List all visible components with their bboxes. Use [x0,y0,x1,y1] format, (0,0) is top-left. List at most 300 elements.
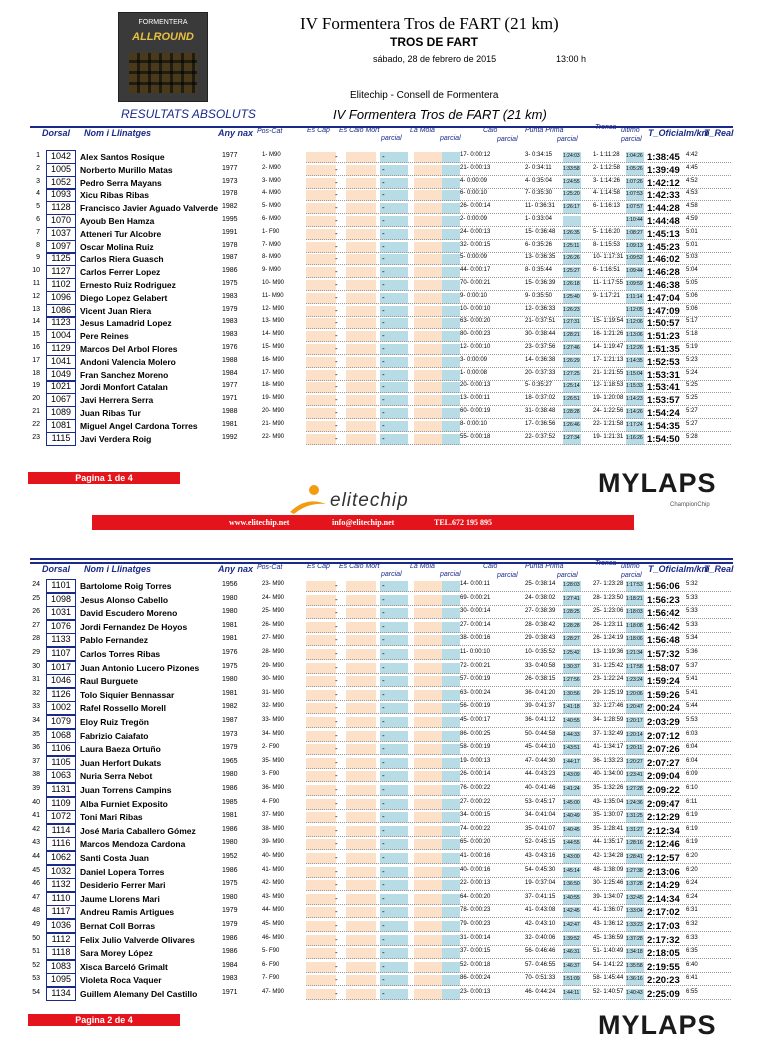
pace-per-km: 5:36 [686,649,698,655]
official-time: 1:56:23 [647,594,680,606]
tronca-split: 39- 1:34:07 [593,893,624,900]
results-label: RESULTATS ABSOLUTS [121,107,256,121]
calo-split: 20- 0:00:13 [460,382,491,389]
pace-per-km: 5:18 [686,331,698,338]
birth-year: 1973 [222,177,238,185]
position-category: 41- M90 [262,866,285,873]
row-number: 35 [32,730,40,738]
punta-prima-split: 36- 0:41:12 [525,717,556,723]
dorsal-number: 1115 [46,432,76,446]
tronca-split: 44- 1:35:17 [593,839,624,846]
hyphen-1: - [335,866,338,876]
birth-year: 1986 [222,934,238,942]
runner-name: Felix Julio Valverde Olivares [80,934,195,945]
hyphen-2: - [382,356,385,366]
birth-year: 1982 [222,703,238,711]
dorsal-number: 1129 [46,342,76,356]
logo-bottom-text: ALLROUND [132,31,194,43]
hyphen-1: - [335,975,338,985]
birth-year: 1981 [222,420,238,428]
birth-year: 1976 [222,344,238,351]
dorsal-number: 1105 [46,756,76,770]
dorsal-number: 1086 [46,304,76,318]
tronca-split: 14- 1:19:47 [593,344,624,350]
runner-name: Pedro Serra Mayans [80,177,162,188]
position-category: 28- M90 [262,649,285,655]
ultimo-parcial: 1:37:28 [626,881,643,888]
official-time: 1:46:02 [647,254,680,266]
official-time: 1:56:42 [647,608,680,620]
punta-prima-split: 46- 0:44:24 [525,989,556,995]
row-leader [306,877,731,878]
birth-year: 1976 [222,649,238,656]
hyphen-1: - [335,203,338,213]
table-row [30,934,735,947]
header-dorsal: Dorsal [42,564,71,574]
tronca-split: 21- 1:21:55 [593,369,624,376]
official-time: 1:51:23 [647,331,680,343]
position-category: 14- M90 [262,331,285,338]
runner-name: Laura Baeza Ortuño [80,744,161,755]
header-any: Any nax [218,564,254,574]
dorsal-number: 1093 [46,188,76,202]
punta-prima-split: 8- 0:35:44 [525,267,553,274]
tronca-split: 27- 1:23:28 [593,581,624,587]
row-number: 39 [32,785,40,792]
punta-prima-split: 18- 0:37:02 [525,395,556,402]
hyphen-1: - [335,331,338,341]
parcial-value: 1:43:00 [563,854,580,860]
hyphen-2: - [382,344,385,353]
parcial-value: 1:28:21 [563,332,580,339]
header-calomort: Es Calo Mort [339,563,380,570]
official-time: 2:18:05 [647,948,680,960]
punta-prima-split: 39- 0:41:37 [525,703,556,710]
hyphen-1: - [335,228,338,238]
row-leader [306,659,731,660]
punta-prima-split: 6- 0:35:26 [525,241,553,248]
ultimo-parcial: 1:20:06 [626,690,643,697]
hyphen-1: - [335,853,338,862]
punta-prima-split: 19- 0:37:04 [525,880,556,887]
parcial-value: 1:27:56 [563,677,580,684]
position-category: 15- M90 [262,344,285,350]
calo-split: 4- 0:00:09 [460,177,488,184]
table-row [30,580,735,593]
punta-prima-split: 22- 0:37:52 [525,433,556,440]
hyphen-1: - [335,785,338,794]
parcial-value: 1:36:50 [563,881,580,888]
calo-split: 19- 0:00:13 [460,757,491,764]
parcial-value: 1:44:17 [563,758,580,765]
runner-name: Carlos Torres Ribas [80,649,161,659]
birth-year: 1982 [222,203,238,211]
row-leader [306,741,731,742]
calo-split: 74- 0:00:22 [460,825,491,832]
tronca-split: 4- 1:14:58 [593,190,621,197]
hyphen-1: - [335,921,338,930]
official-time: 1:46:28 [647,267,680,279]
header-pos: Pos-Cat [257,564,283,571]
ultimo-parcial: 1:33:23 [626,922,643,928]
hyphen-1: - [335,382,338,392]
header-parcial4: parcial [557,136,578,143]
row-leader [306,768,731,769]
birth-year: 1978 [222,190,238,198]
hyphen-2: - [382,703,385,713]
official-time: 1:39:49 [647,164,680,176]
parcial-value: 1:41:24 [563,786,580,792]
pace-per-km: 6:41 [686,975,698,982]
pace-per-km: 4:53 [686,190,698,197]
header-parcial3: parcial [497,572,518,579]
ultimo-parcial: 1:36:16 [626,976,643,983]
row-number: 20 [32,395,40,403]
punta-prima-split: 10- 0:35:52 [525,649,556,655]
dorsal-number: 1042 [46,150,76,164]
parcial-value: 1:39:52 [563,935,580,942]
table-row [30,292,735,305]
hyphen-1: - [335,581,338,590]
dorsal-number: 1067 [46,393,76,407]
ultimo-parcial: 1:18:03 [626,609,643,616]
ultimo-parcial: 1:14:35 [626,357,643,364]
birth-year: 1986 [222,866,238,874]
tronca-split: 16- 1:21:26 [593,331,624,338]
row-number: 5 [36,203,40,211]
dorsal-number: 1083 [46,960,76,974]
runner-name: Nuria Serra Nebot [80,771,153,782]
hyphen-2: - [382,331,385,341]
punta-prima-split: 47- 0:44:30 [525,757,556,764]
calo-split: 45- 0:00:17 [460,717,491,723]
birth-year: 1978 [222,241,238,249]
birth-year: 1980 [222,771,238,779]
birth-year: 1988 [222,356,238,364]
header-ultimo: ultimo [621,563,640,570]
official-time: 1:56:48 [647,635,680,647]
position-category: 37- M90 [262,812,285,819]
hyphen-1: - [335,305,338,315]
punta-prima-split: 33- 0:40:58 [525,662,556,669]
runner-name: Jesus Lamadrid Lopez [80,318,172,329]
ultimo-parcial: 1:15:04 [626,370,643,377]
hyphen-2: - [382,280,385,289]
parcial-value: 1:45:14 [563,867,580,874]
runner-name: Alex Santos Rosique [80,152,165,162]
parcial-value: 1:27:31 [563,319,580,326]
punta-prima-split: 50- 0:44:58 [525,730,556,737]
hyphen-2: - [382,228,385,238]
hyphen-1: - [335,676,338,686]
hyphen-2: - [382,989,385,998]
calo-split: 3- 0:00:09 [460,356,488,363]
row-number: 34 [32,717,40,724]
runner-name: Guillem Alemany Del Castillo [80,989,198,999]
table-row [30,594,735,607]
birth-year: 1981 [222,812,238,820]
birth-year: 1985 [222,798,238,806]
parcial-value: 1:24:03 [563,153,580,159]
row-leader [306,985,731,986]
runner-name: Marcos Del Arbol Flores [80,344,178,354]
header-tronca: Tronca [595,560,617,567]
ultimo-parcial: 1:16:26 [626,434,643,441]
tronca-split: 26- 1:23:11 [593,621,623,628]
tronca-split: 42- 1:34:28 [593,853,624,859]
calo-split: 22- 0:00:13 [460,880,491,887]
hyphen-2: - [382,292,385,302]
table-row [30,852,735,865]
hyphen-1: - [335,771,338,781]
ultimo-parcial: 1:04:26 [626,153,643,159]
birth-year: 1991 [222,228,238,236]
official-time: 2:12:57 [647,853,680,864]
row-leader [306,754,731,755]
dorsal-number: 1079 [46,715,76,729]
header-toficial: T_Oficial [648,564,687,574]
position-category: 7- F90 [262,975,280,982]
hyphen-1: - [335,621,338,631]
contact-bar [92,515,634,530]
runner-name: Jesus Alonso Cabello [80,594,169,605]
parcial-value: 1:25:40 [563,293,580,300]
birth-year: 1975 [222,880,238,888]
hyphen-2: - [382,594,385,604]
calo-split: 27- 0:00:22 [460,798,491,805]
table-row [30,177,735,190]
official-time: 2:25:09 [647,989,680,1000]
runner-name: Juan Antonio Lucero Pizones [80,662,200,673]
hyphen-2: - [382,961,385,971]
punta-prima-split: 54- 0:45:30 [525,866,556,873]
dorsal-number: 1005 [46,163,76,177]
tronca-split: 52- 1:40:57 [593,989,624,995]
table-row [30,433,735,446]
runner-icon [288,482,328,516]
tronca-split: 10- 1:17:31 [593,254,624,261]
ultimo-parcial: 1:05:26 [626,165,643,172]
calo-split: 40- 0:00:16 [460,866,491,873]
tronca-split: 12- 1:18:53 [593,382,624,389]
calo-split: 6- 0:00:10 [460,190,488,197]
dorsal-number: 1095 [46,973,76,987]
dorsal-number: 1132 [46,878,76,892]
row-leader [306,917,731,918]
row-leader [306,822,731,823]
hyphen-1: - [335,689,338,699]
row-leader [306,591,731,592]
runner-name: Bernat Coll Borras [80,921,156,931]
position-category: 12- M90 [262,305,285,312]
table-row [30,784,735,797]
pace-per-km: 5:01 [686,228,698,235]
runner-name: Vicent Juan Riera [80,305,152,316]
parcial-value: 1:40:45 [563,826,580,833]
pace-per-km: 6:20 [686,853,698,859]
parcial-value: 1:27:34 [563,434,580,441]
table-row [30,866,735,879]
pace-per-km: 6:11 [686,798,698,805]
row-number: 23 [32,433,40,441]
position-category: 23- M90 [262,581,285,587]
table-row [30,988,735,1001]
calo-split: 65- 0:00:20 [460,839,491,846]
tronca-split: 26- 1:24:19 [593,635,624,642]
pace-per-km: 6:55 [686,989,698,995]
runner-name: Ayoub Ben Hamza [80,216,155,226]
row-number: 22 [32,420,40,428]
row-number: 17 [32,356,40,364]
position-category: 43- M90 [262,893,285,900]
hyphen-2: - [382,880,385,890]
runner-name: Andreu Ramis Artigues [80,907,175,918]
table-row [30,743,735,756]
calo-split: 26- 0:00:14 [460,771,491,778]
hyphen-2: - [382,177,385,187]
table-row [30,394,735,407]
dorsal-number: 1118 [46,946,76,960]
pace-per-km: 4:42 [686,152,698,158]
row-leader [306,781,731,782]
hyphen-2: - [382,825,385,835]
row-number: 14 [32,318,40,326]
official-time: 2:14:34 [647,893,680,905]
elitechip-logo [288,478,458,518]
tronca-split: 30- 1:25:46 [593,880,624,887]
row-leader [306,444,731,445]
parcial-value: 1:27:41 [563,595,580,602]
official-time: 1:54:50 [647,433,680,445]
punta-prima-split: 36- 0:41:20 [525,689,556,696]
header-parcial5: parcial [621,572,642,579]
pace-per-km: 4:59 [686,216,698,222]
tronca-split: 6- 1:16:51 [593,267,621,274]
row-leader [306,863,731,864]
ultimo-parcial: 1:18:06 [626,636,643,643]
pace-per-km: 6:33 [686,934,698,941]
website-link[interactable]: www.elitechip.net [229,518,290,527]
table-row [30,343,735,356]
row-leader [306,945,731,946]
row-number: 42 [32,825,40,833]
tronca-split: 43- 1:35:04 [593,798,624,805]
tronca-split: 19- 1:20:08 [593,395,624,402]
ultimo-parcial: 1:35:58 [626,962,643,969]
position-category: 2- F90 [262,744,280,751]
row-number: 45 [32,866,40,874]
row-number: 1 [36,152,40,159]
punta-prima-split: 42- 0:43:10 [525,921,556,927]
ultimo-parcial: 1:14:23 [626,396,643,403]
tronca-split: 58- 1:45:44 [593,975,624,982]
position-category: 1- F90 [262,228,280,235]
runner-name: Atteneri Tur Alcobre [80,228,162,239]
runner-name: Francisco Javier Aguado Valverde [80,203,219,214]
punta-prima-split: 29- 0:38:43 [525,635,556,642]
ultimo-parcial: 1:23:41 [626,772,643,779]
birth-year: 1987 [222,254,238,262]
row-number: 24 [32,581,40,588]
tronca-split: 32- 1:27:46 [593,703,624,710]
row-number: 13 [32,305,40,313]
dorsal-number: 1106 [46,742,76,756]
pace-per-km: 5:01 [686,241,698,248]
runner-name: Jordi Fernandez De Hoyos [80,621,188,632]
position-category: 8- M90 [262,254,281,261]
row-number: 15 [32,331,40,339]
official-time: 1:42:12 [647,177,680,189]
birth-year: 1983 [222,975,238,983]
pace-per-km: 6:24 [686,893,698,900]
ultimo-parcial: 1:09:13 [626,242,643,249]
row-number: 11 [32,280,40,287]
email-link[interactable]: info@elitechip.net [332,518,395,527]
pace-per-km: 5:41 [686,689,698,696]
row-number: 2 [36,164,40,172]
official-time: 1:44:48 [647,216,680,227]
parcial-value: 1:28:28 [563,622,580,629]
hyphen-1: - [335,608,338,618]
row-number: 30 [32,662,40,670]
header-ultimo: ultimo [621,127,640,134]
table-row [30,961,735,974]
official-time: 2:19:55 [647,961,680,973]
punta-prima-split: 24- 0:38:02 [525,594,556,601]
hyphen-2: - [382,757,385,767]
calo-split: 2- 0:00:09 [460,216,488,222]
ultimo-parcial: 1:31:25 [626,813,643,820]
tronca-split: 31- 1:25:42 [593,662,624,669]
runner-name: Alba Furniet Exposito [80,798,168,809]
position-category: 17- M90 [262,369,285,376]
official-time: 2:07:27 [647,757,680,769]
calo-split: 26- 0:00:14 [460,203,491,210]
hyphen-1: - [335,216,338,225]
position-category: 39- M90 [262,839,285,846]
pace-per-km: 5:37 [686,662,698,669]
dorsal-number: 1133 [46,633,76,647]
row-leader [306,605,731,606]
table-row [30,893,735,906]
page-indicator-1: Pagina 1 de 4 [28,472,180,484]
punta-prima-split: 3- 0:34:15 [525,152,553,158]
ultimo-parcial: 1:40:43 [626,990,643,996]
ultimo-parcial: 1:34:18 [626,949,643,956]
logo-photo-grid [129,53,197,93]
dorsal-number: 1107 [46,647,76,661]
hyphen-1: - [335,717,338,726]
calo-split: 60- 0:00:19 [460,408,491,414]
table-row [30,702,735,715]
position-category: 9- M90 [262,267,281,274]
pace-per-km: 6:24 [686,880,698,887]
header-tronca: Tronca [595,124,617,131]
row-leader [306,999,731,1000]
pace-per-km: 5:03 [686,254,698,261]
hyphen-1: - [335,241,338,251]
punta-prima-split: 43- 0:43:16 [525,853,556,859]
calo-split: 34- 0:00:15 [460,812,491,819]
header-parcial2: parcial [440,571,461,578]
pace-per-km: 6:19 [686,825,698,832]
parcial-value: 1:28:25 [563,609,580,616]
ultimo-parcial: 1:33:04 [626,908,643,915]
tronca-split: 13- 1:19:36 [593,649,624,655]
birth-year: 1979 [222,921,238,928]
calo-split: 23- 0:00:13 [460,989,491,995]
punta-prima-split: 53- 0:45:17 [525,798,556,805]
